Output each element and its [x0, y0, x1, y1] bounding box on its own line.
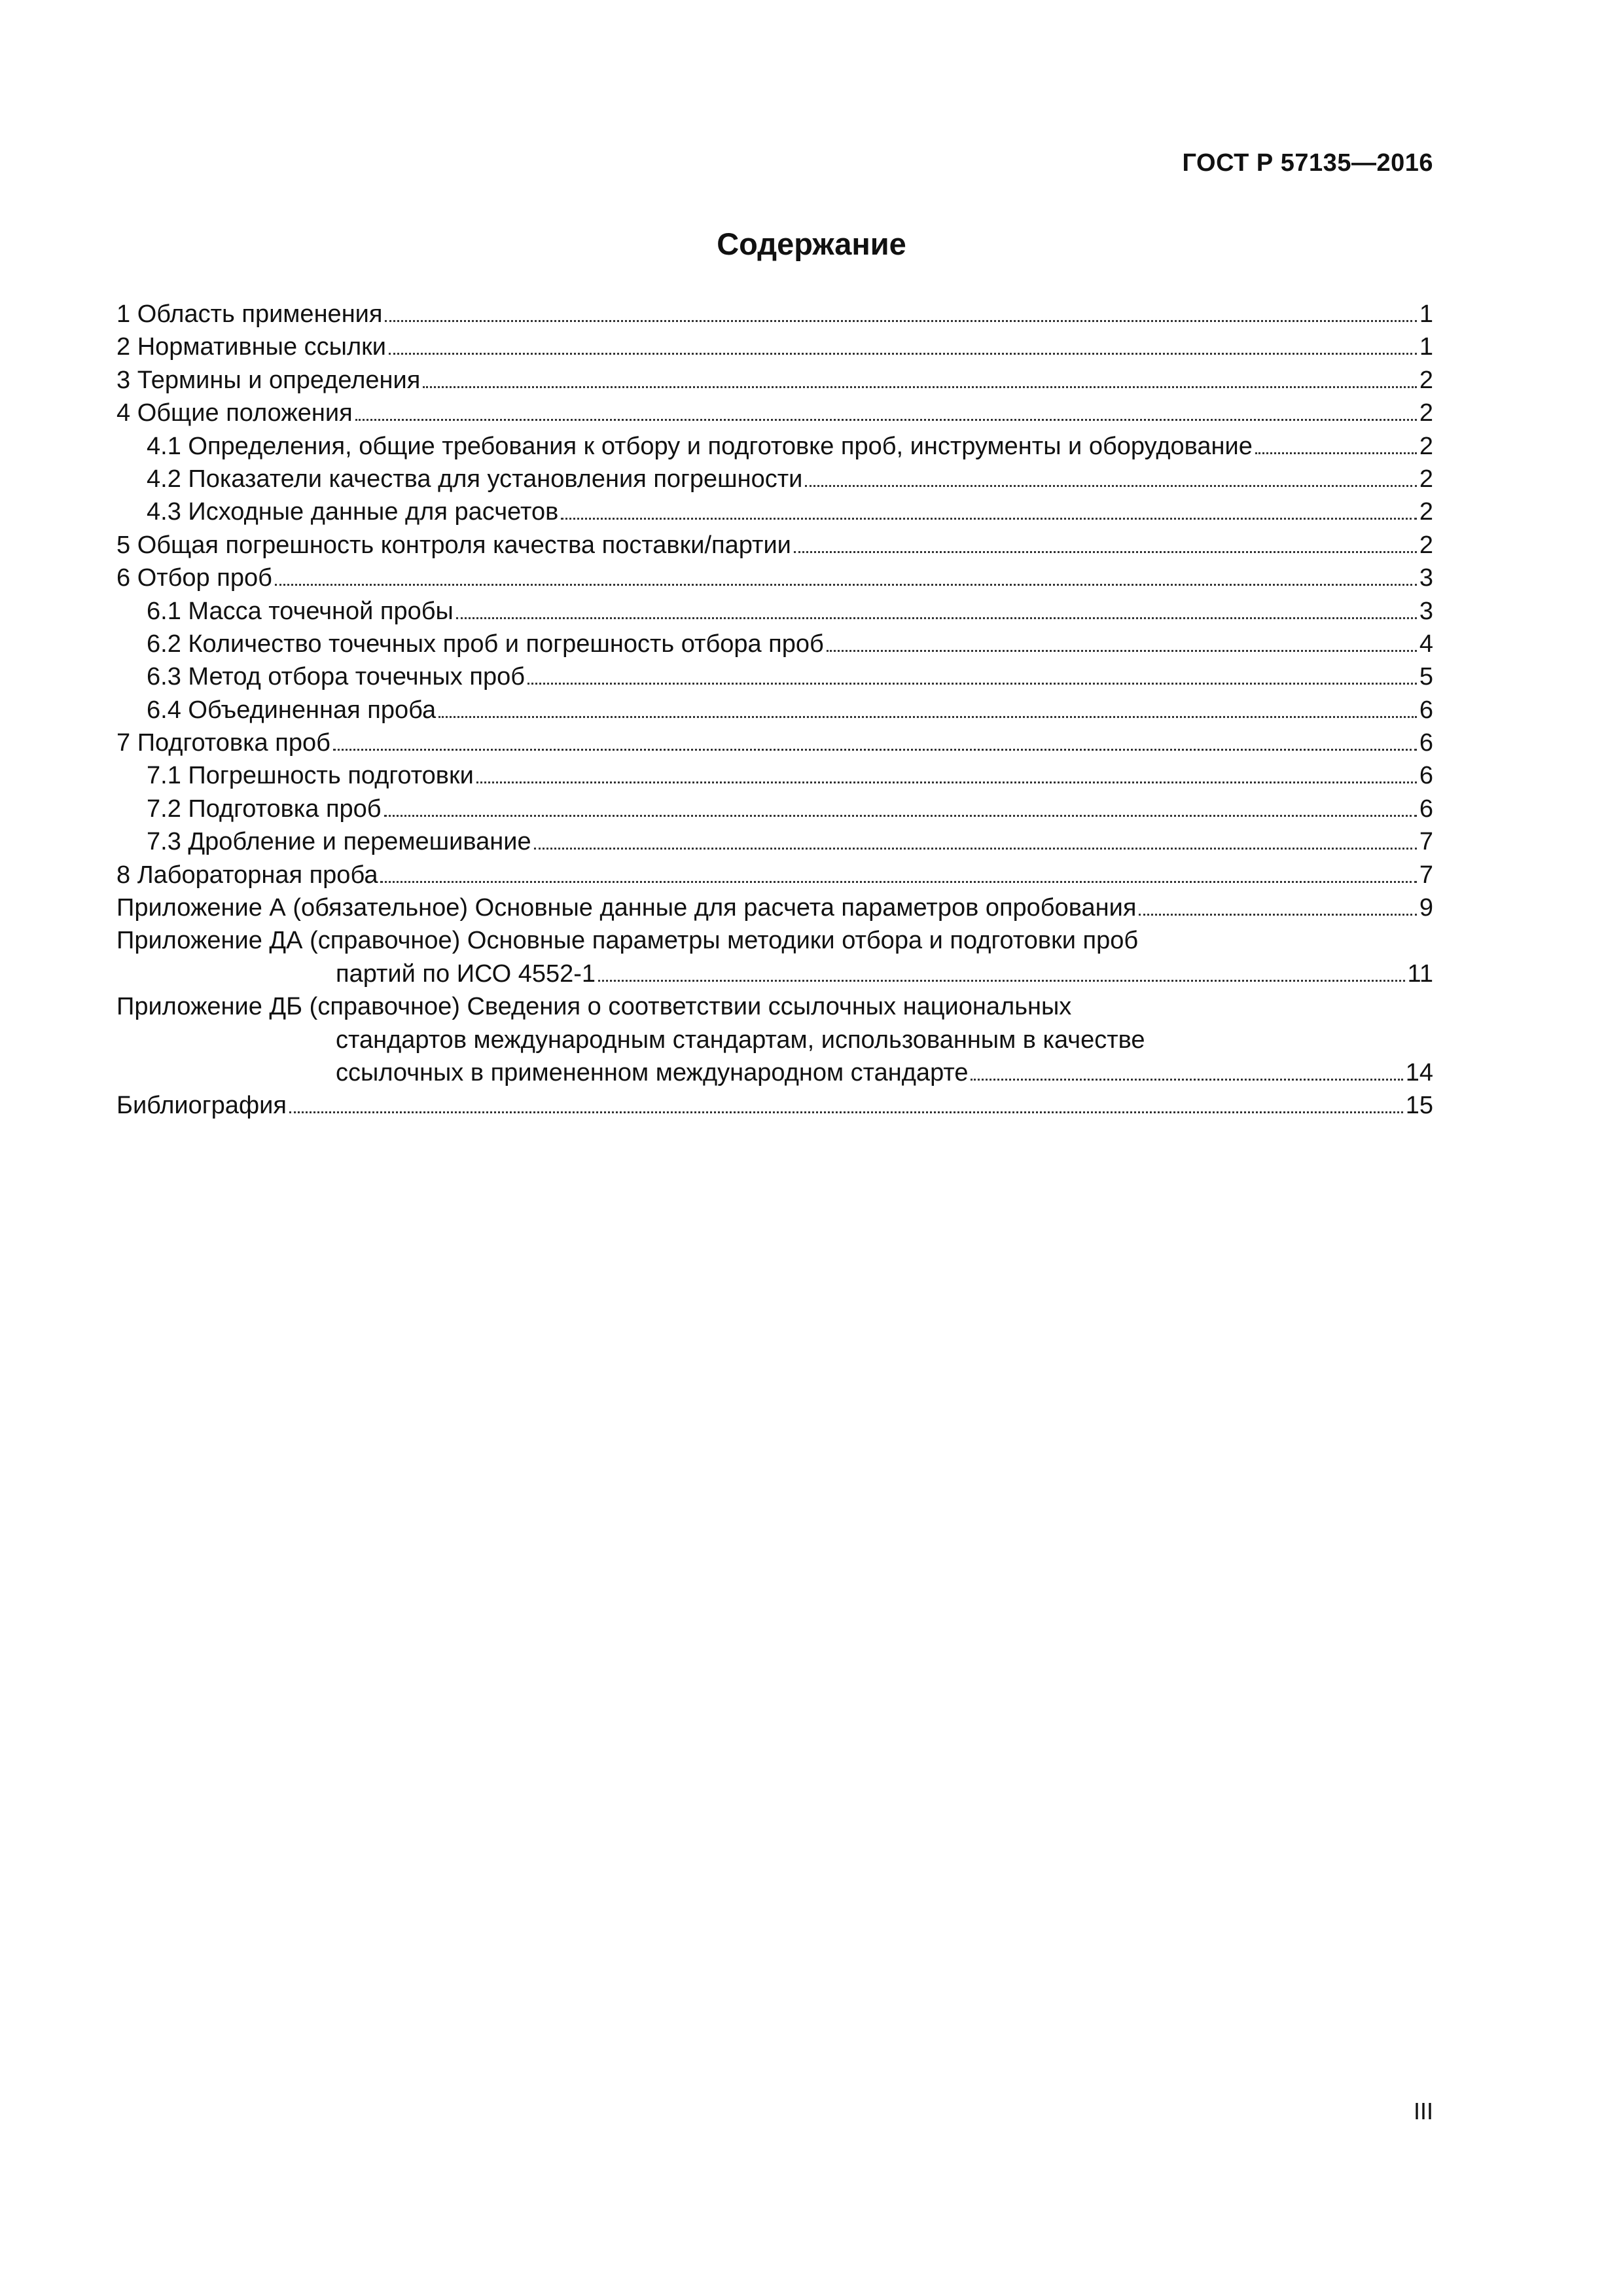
toc-entry-page: 4: [1419, 630, 1433, 658]
toc-entry-page: 2: [1419, 432, 1433, 460]
toc-dot-leader: [827, 650, 1417, 652]
toc-entry-text: 7 Подготовка проб: [116, 729, 330, 757]
toc-entry: [116, 958, 1433, 990]
toc-entry: [116, 891, 1433, 924]
toc-entry-text: 6.2 Количество точечных проб и погрешность отбора проб: [147, 630, 824, 658]
toc-entry: [116, 364, 1433, 397]
toc-dot-leader: [805, 485, 1416, 487]
toc-entry-text: 4.2 Показатели качества для установления погрешности: [147, 465, 803, 493]
toc-entry-text: стандартов международным стандартам, использованным в качестве: [336, 1026, 1145, 1054]
toc-entry: [116, 562, 1433, 594]
toc-entry-page: 14: [1405, 1058, 1433, 1086]
toc-dot-leader: [794, 551, 1417, 553]
toc-entry-text: 7.2 Подготовка проб: [147, 795, 382, 823]
toc-dot-leader: [385, 320, 1416, 322]
toc-entry-text: Приложение ДА (справочное) Основные параметры методики отбора и подготовки проб: [116, 927, 1139, 955]
toc-dot-leader: [598, 980, 1404, 982]
toc-entry-page: 7: [1419, 861, 1433, 889]
toc-dot-leader: [423, 386, 1417, 388]
toc-entry-page: 6: [1419, 762, 1433, 790]
toc-entry: [116, 793, 1433, 825]
page-number: III: [1413, 2098, 1433, 2125]
toc-entry: [116, 859, 1433, 891]
toc-entry-text: 7.3 Дробление и перемешивание: [147, 828, 531, 856]
toc-entry-text: 4.3 Исходные данные для расчетов: [147, 498, 559, 526]
toc-dot-leader: [380, 881, 1416, 883]
toc-entry: [116, 660, 1433, 693]
toc-entry-page: 6: [1419, 795, 1433, 823]
toc-entry-page: 2: [1419, 399, 1433, 427]
toc-dot-leader: [1139, 914, 1416, 916]
toc-entry-text: Приложение ДБ (справочное) Сведения о соответствии ссылочных национальных: [116, 993, 1072, 1021]
toc-entry: [116, 298, 1433, 331]
toc-entry-text: Библиография: [116, 1092, 287, 1120]
toc-entry-page: 2: [1419, 465, 1433, 493]
toc-entry-page: 3: [1419, 564, 1433, 592]
table-of-contents: [116, 298, 1433, 1122]
toc-entry: [116, 726, 1433, 759]
toc-dot-leader: [333, 749, 1417, 751]
toc-entry-page: 5: [1419, 663, 1433, 691]
toc-entry-text: Приложение А (обязательное) Основные данные для расчета параметров опробования: [116, 894, 1137, 922]
toc-entry: [116, 430, 1433, 463]
toc-entry: [116, 759, 1433, 792]
toc-entry-text: 6.4 Объединенная проба: [147, 696, 437, 724]
toc-entry-page: 1: [1419, 300, 1433, 328]
toc-dot-leader: [289, 1111, 1403, 1113]
toc-entry-text: 8 Лабораторная проба: [116, 861, 378, 889]
toc-dot-leader: [355, 419, 1417, 421]
toc-entry: [116, 331, 1433, 363]
toc-entry-page: 6: [1419, 696, 1433, 724]
toc-dot-leader: [534, 848, 1417, 850]
toc-entry-page: 15: [1405, 1092, 1433, 1120]
toc-entry: [116, 990, 1433, 1023]
toc-entry-text: 4 Общие положения: [116, 399, 353, 427]
toc-entry: [116, 463, 1433, 495]
toc-dot-leader: [456, 617, 1417, 619]
toc-entry: [116, 628, 1433, 660]
toc-entry: [116, 397, 1433, 429]
toc-entry-page: 3: [1419, 597, 1433, 625]
toc-dot-leader: [476, 781, 1417, 783]
toc-entry-text: 3 Термины и определения: [116, 366, 421, 394]
toc-dot-leader: [384, 815, 1417, 817]
toc-entry: [116, 1024, 1433, 1056]
toc-dot-leader: [389, 353, 1417, 355]
toc-entry-text: 5 Общая погрешность контроля качества поставки/партии: [116, 531, 791, 559]
toc-entry-text: 7.1 Погрешность подготовки: [147, 762, 474, 790]
toc-title: Содержание: [717, 226, 906, 261]
toc-entry-text: ссылочных в примененном международном стандарте: [336, 1058, 969, 1086]
toc-dot-leader: [275, 584, 1417, 586]
toc-entry-text: 1 Область применения: [116, 300, 383, 328]
toc-entry-text: 2 Нормативные ссылки: [116, 333, 386, 361]
toc-dot-leader: [561, 518, 1417, 520]
toc-entry: [116, 1089, 1433, 1122]
toc-entry-page: 2: [1419, 531, 1433, 559]
toc-entry-text: 6 Отбор проб: [116, 564, 272, 592]
toc-entry: [116, 495, 1433, 528]
toc-entry-text: 6.3 Метод отбора точечных проб: [147, 663, 525, 691]
toc-entry-page: 2: [1419, 366, 1433, 394]
toc-entry: [116, 924, 1433, 957]
toc-entry: [116, 529, 1433, 562]
toc-entry-page: 6: [1419, 729, 1433, 757]
toc-dot-leader: [1255, 452, 1417, 454]
toc-dot-leader: [438, 716, 1417, 718]
toc-entry-page: 11: [1407, 960, 1433, 988]
toc-entry-page: 7: [1419, 828, 1433, 856]
toc-entry: [116, 825, 1433, 858]
toc-entry: [116, 595, 1433, 628]
toc-entry-text: партий по ИСО 4552-1: [336, 960, 596, 988]
toc-entry-page: 2: [1419, 498, 1433, 526]
toc-entry: [116, 694, 1433, 726]
toc-entry-page: 1: [1419, 333, 1433, 361]
toc-dot-leader: [971, 1079, 1402, 1081]
document-code: ГОСТ Р 57135—2016: [1182, 149, 1433, 177]
toc-dot-leader: [527, 683, 1417, 685]
toc-entry: [116, 1056, 1433, 1089]
toc-entry-text: 4.1 Определения, общие требования к отбору и подготовке проб, инструменты и оборудование: [147, 432, 1253, 460]
toc-entry-text: 6.1 Масса точечной пробы: [147, 597, 454, 625]
toc-entry-page: 9: [1419, 894, 1433, 922]
